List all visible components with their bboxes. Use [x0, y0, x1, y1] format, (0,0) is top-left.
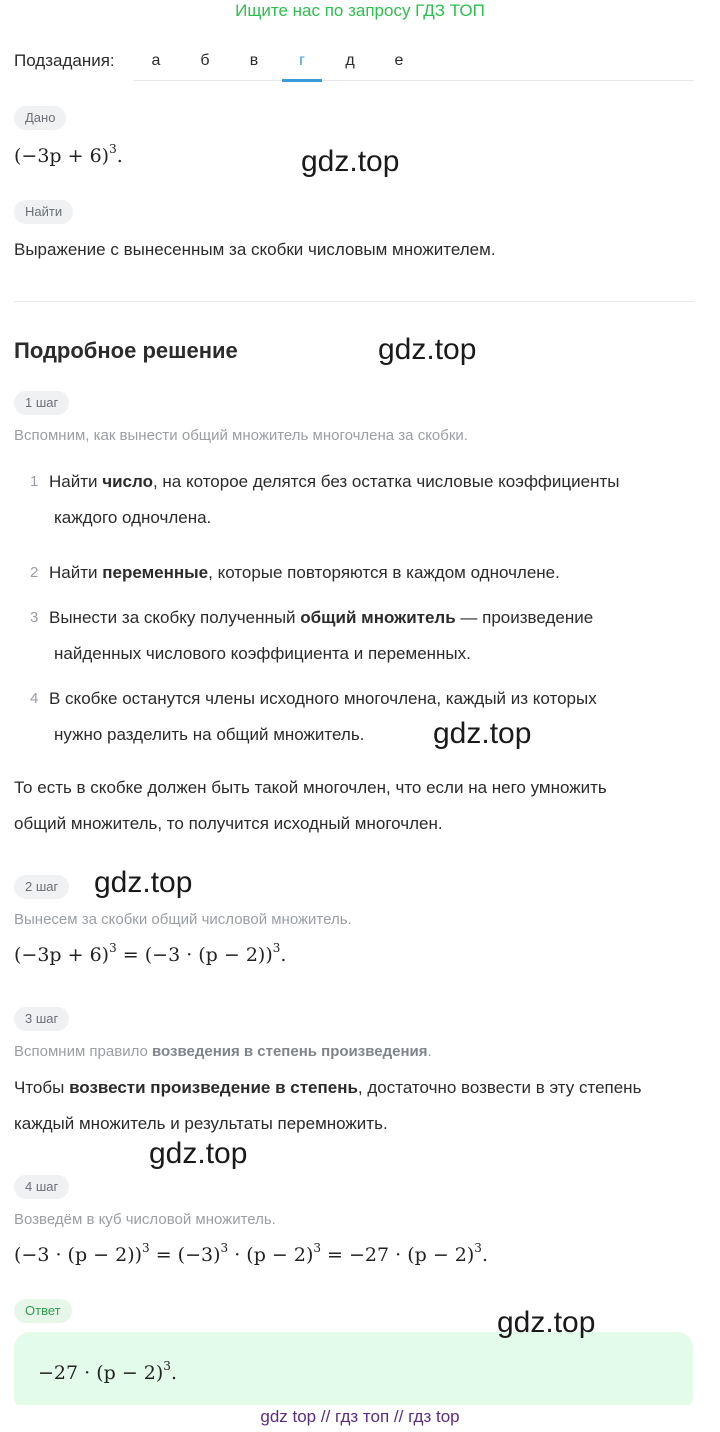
footer-link[interactable]: gdz top	[260, 1407, 317, 1426]
given-chip: Дано	[14, 106, 66, 130]
watermark: gdz.top	[94, 866, 193, 899]
list-item-line1: Найти переменные, которые повторяются в каждом одночлене.	[49, 563, 560, 582]
list-item-number: 2	[30, 564, 39, 581]
list-item-number: 1	[30, 473, 39, 490]
tab-g[interactable]: г	[282, 46, 322, 80]
list-item-line1: Вынести за скобку полученный общий множитель — произведение	[49, 608, 594, 627]
list-item-line2: найденных числового коэффициента и переменных.	[54, 644, 471, 663]
step1-hint: Вспомним, как вынести общий множитель многочлена за скобки.	[14, 427, 468, 444]
list-item-line1: В скобке останутся члены исходного многочлена, каждый из которых	[49, 689, 597, 708]
step3-chip-wrap	[14, 1007, 69, 1031]
step2-chip-wrap	[14, 875, 69, 899]
footer-link[interactable]: гдз топ	[335, 1407, 390, 1426]
step1-paragraph-line1: То есть в скобке должен быть такой многочлен, что если на него умножить	[14, 778, 607, 797]
step3-text-line2: каждый множитель и результаты перемножить.	[14, 1114, 388, 1133]
list-item-line2: нужно разделить на общий множитель.	[54, 725, 365, 744]
list-item-number: 3	[30, 609, 39, 626]
solution-title: Подробное решение	[14, 338, 238, 363]
step3-chip: 3 шаг	[14, 1007, 69, 1031]
footer-separator: //	[316, 1407, 336, 1426]
watermark: gdz.top	[149, 1137, 248, 1170]
tab-b[interactable]: б	[200, 52, 210, 69]
list-item-number: 4	[30, 690, 39, 707]
tab-v[interactable]: в	[249, 52, 259, 69]
divider	[14, 301, 694, 302]
step3-hint: Вспомним правило возведения в степень произведения.	[14, 1043, 432, 1060]
list-item	[30, 681, 700, 757]
step3-text-line1: Чтобы возвести произведение в степень, достаточно возвести в эту степень	[14, 1078, 642, 1097]
watermark: gdz.top	[378, 333, 477, 366]
footer-separator: //	[389, 1407, 409, 1426]
watermark: gdz.top	[433, 717, 532, 750]
subtasks-tabs	[134, 46, 694, 81]
step1-list	[30, 464, 700, 757]
watermark: gdz.top	[497, 1306, 596, 1339]
tab-e[interactable]: е	[394, 52, 404, 69]
given-expression: $(-3p + 6)^3$.	[14, 142, 123, 167]
find-text: Выражение с вынесенным за скобки числовым множителем.	[14, 240, 496, 259]
footer-link[interactable]: гдз top	[408, 1407, 460, 1426]
list-item-line2: каждого одночлена.	[54, 508, 212, 527]
step4-chip-wrap	[14, 1175, 69, 1199]
step2-chip: 2 шаг	[14, 875, 69, 899]
tab-a[interactable]: а	[151, 52, 161, 69]
list-item	[30, 600, 700, 681]
step4-expression: $(-3 \cdot (p - 2))^3 = (-3)^3 \cdot (p - 2)^3 = -27 \cdot (p - 2)^3$.	[14, 1241, 488, 1266]
subtasks-label: Подзадания:	[14, 51, 115, 70]
list-item	[30, 464, 700, 555]
step4-chip: 4 шаг	[14, 1175, 69, 1199]
answer-chip-wrap	[14, 1299, 72, 1323]
find-chip: Найти	[14, 200, 73, 224]
tab-d[interactable]: д	[345, 52, 355, 69]
step1-chip: 1 шаг	[14, 391, 69, 415]
given-chip-wrap	[14, 106, 66, 130]
step1-chip-wrap	[14, 391, 69, 415]
step1-paragraph-line2: общий множитель, то получится исходный многочлен.	[14, 814, 443, 833]
footer	[0, 1405, 720, 1432]
list-item	[30, 555, 700, 600]
promo-banner: Ищите нас по запросу ГДЗ ТОП	[235, 1, 485, 20]
step2-hint: Вынесем за скобки общий числовой множитель.	[14, 911, 352, 928]
step2-expression: $(-3p + 6)^3 = (-3 \cdot (p - 2))^3$.	[14, 941, 287, 966]
watermark: gdz.top	[301, 145, 400, 178]
answer-chip: Ответ	[14, 1299, 72, 1323]
list-item-line1: Найти число, на которое делятся без остатка числовые коэффициенты	[49, 472, 620, 491]
find-chip-wrap	[14, 200, 73, 224]
answer-expression: $-27 \cdot (p - 2)^3$.	[38, 1359, 177, 1384]
step4-hint: Возведём в куб числовой множитель.	[14, 1211, 276, 1228]
